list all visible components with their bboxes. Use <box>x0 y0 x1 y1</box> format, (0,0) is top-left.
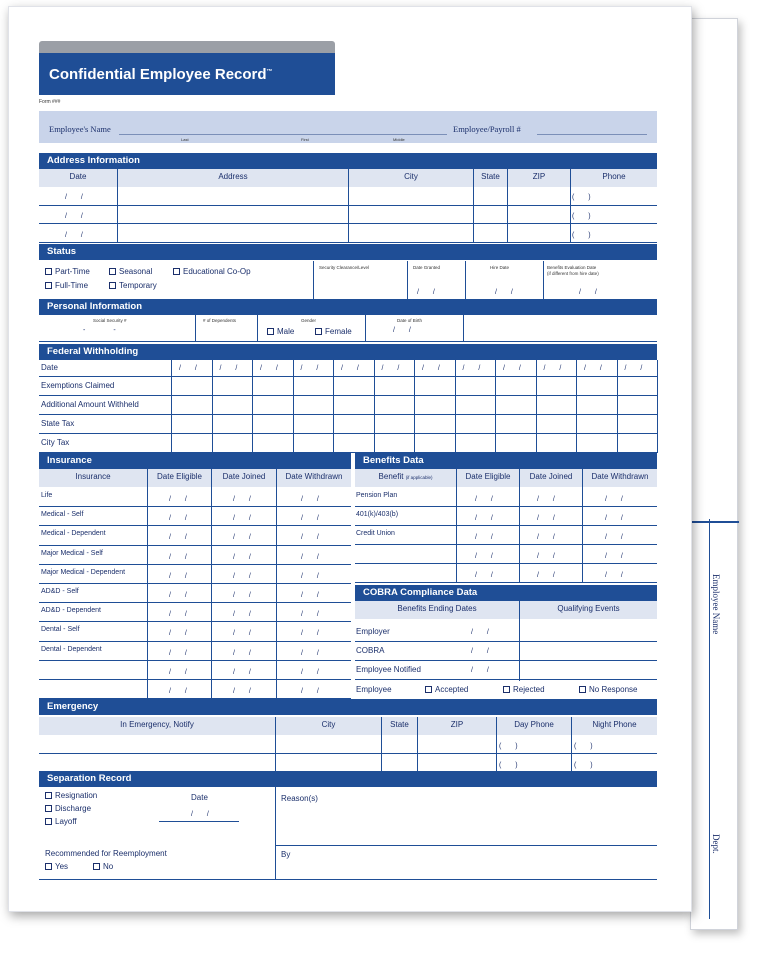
status-option-label: Part-Time <box>55 267 90 276</box>
insurance-date-blank[interactable]: / / <box>233 630 257 638</box>
benefits-date-blank[interactable]: / / <box>475 496 499 503</box>
federal-row-line <box>39 395 657 396</box>
by-label: By <box>281 850 291 859</box>
insurance-date-blank[interactable]: / / <box>169 630 193 638</box>
status-option-label: Seasonal <box>119 267 153 276</box>
cobra-option-label: Accepted <box>435 685 469 694</box>
ssn-blank[interactable]: -- <box>83 327 144 334</box>
cobra-row-label: Employer <box>356 627 390 636</box>
benefits-eval-blank[interactable]: / / <box>579 289 603 296</box>
benefits-row-line <box>355 506 657 507</box>
insurance-date-blank[interactable]: / / <box>301 515 325 523</box>
cobra-employee-label: Employee <box>356 685 392 694</box>
federal-row-line <box>39 433 657 434</box>
checkbox-icon[interactable] <box>45 268 52 275</box>
cobra-row-line <box>355 641 657 642</box>
status-temporary[interactable] <box>109 281 157 290</box>
form-number: Form ### <box>39 99 61 105</box>
federal-row-line <box>39 376 657 377</box>
separation-section-header: Separation Record <box>39 771 657 787</box>
federal-row-line <box>39 414 657 415</box>
cobra-date-blank[interactable]: / / <box>471 648 495 655</box>
address-date-blank[interactable]: / / <box>65 232 89 239</box>
status-option-label: Educational Co-Op <box>183 267 251 276</box>
cobra-col-qualifying-events: Qualifying Events <box>520 601 657 619</box>
federal-row-label: Additional Amount Withheld <box>41 400 139 409</box>
payroll-label: Employee/Payroll # <box>453 124 521 134</box>
insurance-date-blank[interactable]: / / <box>169 515 193 523</box>
benefits-date-blank[interactable]: / / <box>475 572 499 579</box>
status-full-time[interactable] <box>45 281 88 290</box>
address-col-zip: ZIP <box>508 169 570 187</box>
insurance-row-label: Major Medical - Dependent <box>41 568 126 576</box>
address-row-line <box>39 205 657 206</box>
address-date-blank[interactable]: / / <box>65 194 89 201</box>
form-title-text: Confidential Employee Record <box>49 66 267 83</box>
address-date-blank[interactable]: / / <box>65 213 89 220</box>
benefits-date-blank[interactable]: / / <box>605 572 629 579</box>
address-section-header: Address Information <box>39 153 657 169</box>
federal-date-blank[interactable]: / / <box>503 365 527 372</box>
emergency-col-day-phone: Day Phone <box>497 717 571 735</box>
insurance-date-blank[interactable]: / / <box>301 496 325 503</box>
insurance-date-blank[interactable]: / / <box>301 668 325 676</box>
checkbox-icon[interactable] <box>109 268 116 275</box>
insurance-date-blank[interactable]: / / <box>169 688 193 695</box>
checkbox-icon[interactable] <box>579 686 586 693</box>
benefits-col-benefit-label: Benefit <box>378 472 404 481</box>
separation-option-label: Discharge <box>55 804 92 813</box>
insurance-date-blank[interactable]: / / <box>233 496 257 503</box>
insurance-col-withdrawn: Date Withdrawn <box>277 469 351 487</box>
insurance-row-line <box>39 679 351 680</box>
emergency-divider <box>571 717 572 773</box>
address-divider <box>348 169 349 243</box>
address-divider <box>117 169 118 243</box>
federal-date-blank[interactable]: / / <box>462 365 487 372</box>
employee-record-form <box>8 6 692 912</box>
benefits-date-blank[interactable]: / / <box>537 572 561 579</box>
federal-col-line <box>495 360 496 453</box>
insurance-date-blank[interactable]: / / <box>169 649 193 657</box>
emergency-phone-blank[interactable]: ( ) <box>574 762 599 769</box>
federal-col-line <box>333 360 334 453</box>
trademark-mark: ™ <box>266 69 273 75</box>
cobra-rejected[interactable] <box>503 685 545 694</box>
federal-row-label: City Tax <box>41 438 70 447</box>
emergency-divider <box>381 717 382 773</box>
benefits-col-joined: Date Joined <box>520 469 582 487</box>
gender-female[interactable] <box>315 327 352 336</box>
insurance-date-blank[interactable]: / / <box>233 649 257 657</box>
benefits-date-blank[interactable]: / / <box>605 496 629 503</box>
federal-date-blank[interactable]: / / <box>543 365 568 372</box>
insurance-date-blank[interactable]: / / <box>301 534 325 542</box>
cobra-row-label: COBRA <box>356 646 385 655</box>
cobra-row-line <box>355 660 657 661</box>
insurance-date-blank[interactable]: / / <box>301 553 325 561</box>
security-clearance-label: Security Clearance/Level <box>319 265 370 270</box>
dob-label: Date of Birth <box>397 318 423 323</box>
payroll-field[interactable] <box>537 134 647 135</box>
address-col-state: State <box>474 169 507 187</box>
benefits-date-blank[interactable]: / / <box>605 515 629 522</box>
address-divider <box>570 169 571 243</box>
cobra-section-header: COBRA Compliance Data <box>355 585 657 601</box>
reasons-label: Reason(s) <box>281 794 318 803</box>
federal-col-line <box>657 360 658 453</box>
dob-blank[interactable]: / / <box>393 327 417 334</box>
cobra-accepted[interactable] <box>425 685 468 694</box>
personal-divider <box>195 315 196 341</box>
federal-row-label: Exemptions Claimed <box>41 381 115 390</box>
insurance-date-blank[interactable]: / / <box>233 592 257 599</box>
checkbox-icon[interactable] <box>45 792 52 799</box>
employee-name-bar <box>39 111 657 143</box>
benefits-col-line <box>582 469 583 583</box>
status-educational-co-op[interactable] <box>173 267 251 276</box>
benefits-date-blank[interactable]: / / <box>605 534 629 541</box>
checkbox-icon[interactable] <box>93 863 100 870</box>
personal-section-header: Personal Information <box>39 299 657 315</box>
benefits-date-blank[interactable]: / / <box>475 553 499 560</box>
insurance-date-blank[interactable]: / / <box>233 534 257 542</box>
insurance-date-blank[interactable]: / / <box>169 496 193 503</box>
insurance-row-label: AD&D - Dependent <box>41 607 101 615</box>
insurance-date-blank[interactable]: / / <box>169 572 193 580</box>
insurance-row-line <box>39 525 351 526</box>
employee-name-label: Employee's Name <box>49 124 111 134</box>
folder-tab-rule <box>691 521 739 523</box>
insurance-date-blank[interactable]: / / <box>301 688 325 695</box>
middle-sublabel: Middle <box>393 137 405 142</box>
separation-divider <box>275 787 276 879</box>
recommended-no[interactable] <box>93 862 113 871</box>
status-part-time[interactable] <box>45 267 90 276</box>
cobra-row-line <box>355 679 657 680</box>
insurance-row-label: Dental - Self <box>41 626 80 634</box>
personal-divider <box>463 315 464 341</box>
gender-option-label: Male <box>277 327 295 336</box>
insurance-row-label: Dental - Dependent <box>41 645 102 653</box>
insurance-col-eligible: Date Eligible <box>148 469 211 487</box>
address-col-city: City <box>349 169 473 187</box>
address-divider <box>473 169 474 243</box>
address-phone-blank[interactable]: ( ) <box>572 213 597 220</box>
address-col-date: Date <box>39 169 117 187</box>
separation-date-label: Date <box>191 793 208 802</box>
last-sublabel: Last <box>181 137 189 142</box>
insurance-col-line <box>276 469 277 699</box>
benefits-col-eligible: Date Eligible <box>457 469 519 487</box>
federal-date-blank[interactable]: / / <box>300 365 325 372</box>
benefits-col-line <box>519 469 520 583</box>
federal-col-line <box>171 360 172 453</box>
federal-row-label: Date <box>41 363 58 372</box>
benefits-date-blank[interactable]: / / <box>605 553 629 560</box>
insurance-date-blank[interactable]: / / <box>301 630 325 638</box>
insurance-col-joined: Date Joined <box>212 469 276 487</box>
benefits-date-blank[interactable]: / / <box>475 534 499 541</box>
benefits-col-line <box>456 469 457 583</box>
federal-col-line <box>617 360 618 453</box>
insurance-date-blank[interactable]: / / <box>233 515 257 523</box>
benefits-date-blank[interactable]: / / <box>537 534 561 541</box>
insurance-row-line <box>39 602 351 603</box>
emergency-col-night-phone: Night Phone <box>572 717 657 735</box>
insurance-date-blank[interactable]: / / <box>301 572 325 580</box>
first-sublabel: First <box>301 137 309 142</box>
checkbox-icon[interactable] <box>503 686 510 693</box>
cobra-no-response[interactable] <box>579 685 637 694</box>
insurance-row-line <box>39 545 351 546</box>
insurance-row-line <box>39 506 351 507</box>
ssn-label: Social Security # <box>93 318 127 323</box>
benefits-col-benefit-note: (if applicable) <box>405 475 433 480</box>
address-row-line <box>39 242 657 243</box>
checkbox-icon[interactable] <box>425 686 432 693</box>
personal-divider <box>365 315 366 341</box>
checkbox-icon[interactable] <box>45 818 52 825</box>
benefits-row-line <box>355 563 657 564</box>
insurance-row-line <box>39 660 351 661</box>
federal-col-line <box>576 360 577 453</box>
federal-col-line <box>455 360 456 453</box>
benefits-row-line <box>355 544 657 545</box>
federal-col-line <box>212 360 213 453</box>
separation-date-blank[interactable]: / / <box>191 811 215 818</box>
separation-date-line <box>159 821 239 822</box>
benefits-date-blank[interactable]: / / <box>475 515 499 522</box>
benefits-date-blank[interactable]: / / <box>537 496 561 503</box>
insurance-row-label: AD&D - Self <box>41 588 79 595</box>
federal-date-blank[interactable]: / / <box>624 365 649 372</box>
emergency-phone-blank[interactable]: ( ) <box>574 743 599 750</box>
recommended-yes[interactable] <box>45 862 68 871</box>
federal-col-line <box>536 360 537 453</box>
federal-date-blank[interactable]: / / <box>219 365 244 372</box>
benefits-section-header: Benefits Data <box>355 453 657 469</box>
address-row-line <box>39 223 657 224</box>
status-divider <box>543 261 544 299</box>
benefits-date-blank[interactable]: / / <box>537 553 561 560</box>
federal-col-line <box>374 360 375 453</box>
emergency-divider <box>496 717 497 773</box>
insurance-date-blank[interactable]: / / <box>301 592 325 599</box>
insurance-date-blank[interactable]: / / <box>301 649 325 657</box>
separation-discharge[interactable] <box>45 804 91 813</box>
address-phone-blank[interactable]: ( ) <box>572 232 597 239</box>
benefits-col-withdrawn: Date Withdrawn <box>583 469 657 487</box>
dependents-label: # of Dependents <box>203 318 237 323</box>
employee-name-field[interactable] <box>119 134 447 135</box>
checkbox-icon[interactable] <box>45 805 52 812</box>
separation-option-label: Layoff <box>55 817 77 826</box>
status-option-label: Full-Time <box>55 281 89 290</box>
status-seasonal[interactable] <box>109 267 152 276</box>
cobra-option-label: Rejected <box>513 685 545 694</box>
checkbox-icon[interactable] <box>45 863 52 870</box>
emergency-phone-blank[interactable]: ( ) <box>499 743 524 750</box>
federal-date-blank[interactable]: / / <box>381 365 406 372</box>
cobra-option-label: No Response <box>589 685 638 694</box>
hire-date-blank[interactable]: / / <box>495 289 519 296</box>
benefits-row-line <box>355 525 657 526</box>
checkbox-icon[interactable] <box>109 282 116 289</box>
federal-row-label: State Tax <box>41 419 75 428</box>
federal-date-blank[interactable]: / / <box>422 365 446 372</box>
emergency-col-state: State <box>382 717 417 735</box>
insurance-date-blank[interactable]: / / <box>233 553 257 561</box>
emergency-divider <box>417 717 418 773</box>
emergency-col-city: City <box>276 717 381 735</box>
personal-divider <box>257 315 258 341</box>
separation-bottom-line <box>39 879 657 880</box>
insurance-col-insurance: Insurance <box>39 469 147 487</box>
benefits-eval-note: (if different from hire date) <box>547 271 599 276</box>
folder-back-page <box>690 18 738 930</box>
checkbox-icon[interactable] <box>315 328 322 335</box>
personal-bottom-line <box>39 341 657 342</box>
benefits-eval-label: Benefits Evaluation Date <box>547 265 597 270</box>
status-divider <box>407 261 408 299</box>
insurance-date-blank[interactable]: / / <box>233 668 257 676</box>
benefits-row-label: Credit Union <box>356 530 395 537</box>
insurance-date-blank[interactable]: / / <box>233 688 257 695</box>
cobra-col-ending-dates: Benefits Ending Dates <box>355 601 519 619</box>
federal-col-line <box>252 360 253 453</box>
insurance-col-line <box>147 469 148 699</box>
gender-label: Gender <box>301 318 317 323</box>
gender-male[interactable] <box>267 327 294 336</box>
address-col-address: Address <box>118 169 348 187</box>
insurance-row-label: Life <box>41 492 53 499</box>
title-tab <box>39 41 335 53</box>
separation-resignation[interactable] <box>45 791 97 800</box>
insurance-col-line <box>211 469 212 699</box>
date-granted-blank[interactable]: / / <box>417 289 441 296</box>
status-divider <box>465 261 466 299</box>
reasons-line[interactable] <box>275 845 657 846</box>
federal-col-line <box>293 360 294 453</box>
form-title <box>39 53 335 95</box>
insurance-date-blank[interactable]: / / <box>301 611 325 619</box>
emergency-col-zip: ZIP <box>418 717 496 735</box>
recommended-option-label: Yes <box>55 862 69 871</box>
separation-option-label: Resignation <box>55 791 98 800</box>
insurance-row-label: Medical - Self <box>41 511 84 519</box>
benefits-row-label: 401(k)/403(b) <box>356 511 399 518</box>
insurance-row-line <box>39 583 351 584</box>
insurance-row-line <box>39 641 351 642</box>
cobra-date-blank[interactable]: / / <box>471 629 495 636</box>
recommended-option-label: No <box>103 862 114 871</box>
federal-date-blank[interactable]: / / <box>584 365 608 372</box>
insurance-date-blank[interactable]: / / <box>169 534 193 542</box>
status-section-header: Status <box>39 244 657 260</box>
federal-date-blank[interactable]: / / <box>179 365 203 372</box>
insurance-date-blank[interactable]: / / <box>169 611 193 619</box>
emergency-divider <box>275 717 276 773</box>
insurance-row-label: Medical - Dependent <box>41 530 106 538</box>
checkbox-icon[interactable] <box>45 282 52 289</box>
emergency-phone-blank[interactable]: ( ) <box>499 762 524 769</box>
federal-date-blank[interactable]: / / <box>341 365 365 372</box>
federal-date-blank[interactable]: / / <box>260 365 284 372</box>
benefits-row-line <box>355 582 657 583</box>
recommended-label: Recommended for Reemployment <box>45 849 167 858</box>
federal-col-line <box>414 360 415 453</box>
benefits-date-blank[interactable]: / / <box>537 515 561 522</box>
cobra-row-label: Employee Notified <box>356 665 421 674</box>
date-granted-label: Date Granted <box>413 265 441 270</box>
checkbox-icon[interactable] <box>267 328 274 335</box>
hire-date-label: Hire Date <box>490 265 510 270</box>
address-col-phone: Phone <box>571 169 657 187</box>
federal-section-header: Federal Withholding <box>39 344 657 360</box>
insurance-date-blank[interactable]: / / <box>233 572 257 580</box>
insurance-date-blank[interactable]: / / <box>169 553 193 561</box>
separation-layoff[interactable] <box>45 817 77 826</box>
status-option-label: Temporary <box>119 281 157 290</box>
status-divider <box>313 261 314 299</box>
insurance-section-header: Insurance <box>39 453 351 469</box>
emergency-col-notify: In Emergency, Notify <box>39 717 275 735</box>
folder-tab-line <box>709 519 710 919</box>
insurance-date-blank[interactable]: / / <box>169 592 193 599</box>
checkbox-icon[interactable] <box>173 268 180 275</box>
emergency-section-header: Emergency <box>39 699 657 715</box>
cobra-date-blank[interactable]: / / <box>471 667 495 674</box>
emergency-row-line <box>39 753 657 754</box>
insurance-row-label: Major Medical - Self <box>41 549 103 557</box>
benefits-col-benefit <box>355 469 456 487</box>
address-phone-blank[interactable]: ( ) <box>572 194 597 201</box>
folder-dept-label: Dept. <box>711 834 721 854</box>
folder-employee-name-label: Employee Name <box>711 574 721 635</box>
insurance-row-line <box>39 621 351 622</box>
gender-option-label: Female <box>325 327 352 336</box>
insurance-date-blank[interactable]: / / <box>169 668 193 676</box>
insurance-date-blank[interactable]: / / <box>233 611 257 619</box>
address-divider <box>507 169 508 243</box>
insurance-row-line <box>39 564 351 565</box>
benefits-row-label: Pension Plan <box>356 492 398 499</box>
